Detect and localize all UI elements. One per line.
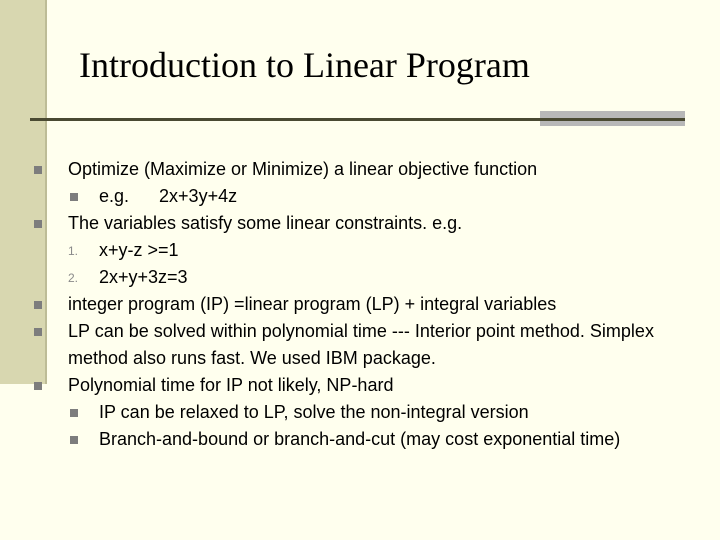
square-bullet-icon xyxy=(34,166,42,174)
bullet-text: Polynomial time for IP not likely, NP-hard xyxy=(68,375,394,395)
square-bullet-icon xyxy=(70,409,78,417)
bullet-text: integer program (IP) =linear program (LP) + integral variables xyxy=(68,294,557,314)
bullet-text: LP can be solved within polynomial time --- Interior point method. Simplex method also runs fast. We used IBM package. xyxy=(68,321,654,368)
title-underline-accent-line xyxy=(540,118,685,121)
sub-bullet-item xyxy=(0,399,720,426)
bullet-item xyxy=(0,156,720,183)
bullet-item xyxy=(0,318,720,372)
numbered-item xyxy=(0,237,720,264)
square-bullet-icon xyxy=(70,193,78,201)
sub-bullet-text: IP can be relaxed to LP, solve the non-integral version xyxy=(99,402,529,422)
slide-title: Introduction to Linear Program xyxy=(79,45,530,85)
numbered-text: x+y-z >=1 xyxy=(99,240,179,260)
sub-bullet-item xyxy=(0,426,720,480)
numbered-text: 2x+y+3z=3 xyxy=(99,267,188,287)
sub-bullet-text: Branch-and-bound or branch-and-cut (may cost exponential time) xyxy=(99,429,621,449)
bullet-item xyxy=(0,291,720,318)
square-bullet-icon xyxy=(70,436,78,444)
bullet-text: The variables satisfy some linear constraints. e.g. xyxy=(68,213,463,233)
sub-bullet-text: e.g. 2x+3y+4z xyxy=(99,186,238,206)
square-bullet-icon xyxy=(34,220,42,228)
bullet-item xyxy=(0,372,720,399)
sub-bullet-item xyxy=(0,183,720,210)
number-marker: 1. xyxy=(68,244,79,258)
bullet-item xyxy=(0,210,720,237)
square-bullet-icon xyxy=(34,382,42,390)
numbered-item xyxy=(0,264,720,291)
square-bullet-icon xyxy=(34,328,42,336)
square-bullet-icon xyxy=(34,301,42,309)
number-marker: 2. xyxy=(68,271,79,285)
bullet-text: Optimize (Maximize or Minimize) a linear objective function xyxy=(68,159,538,179)
slide-body xyxy=(0,156,720,480)
